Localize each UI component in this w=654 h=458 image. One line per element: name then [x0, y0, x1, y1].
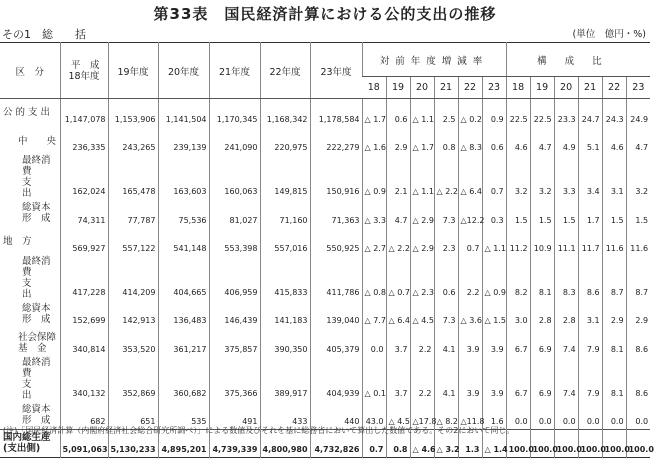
share-cell: 4.7 — [530, 127, 554, 155]
header-year-18-label: 平 成 18年度 — [68, 59, 100, 82]
value-cell: 162,024 — [60, 155, 108, 199]
table-row — [0, 357, 650, 401]
value-cell: 163,603 — [158, 155, 209, 199]
value-cell: 136,483 — [158, 300, 209, 328]
growth-cell: △ 4.5 — [410, 300, 434, 328]
share-cell: 24.3 — [602, 99, 626, 127]
growth-cell: △ 4.6 — [410, 429, 434, 457]
subheader-share-22: 22 — [602, 77, 626, 99]
share-cell: 3.2 — [626, 155, 650, 199]
value-cell: 553,398 — [209, 228, 260, 256]
growth-cell: 2.2 — [410, 357, 434, 401]
share-cell: 4.6 — [602, 127, 626, 155]
row-label: 最終消費 支 出 — [22, 155, 51, 200]
share-cell: 4.6 — [506, 127, 530, 155]
value-cell: 149,815 — [260, 155, 310, 199]
growth-cell: △12.2 — [458, 199, 482, 227]
table-row — [0, 99, 650, 127]
table-row — [0, 328, 650, 356]
share-cell: 100.0 — [530, 429, 554, 457]
value-cell: 71,160 — [260, 199, 310, 227]
row-label: 最終消費 支 出 — [22, 356, 51, 401]
subheader-share-23: 23 — [626, 77, 650, 99]
growth-cell: 3.9 — [458, 328, 482, 356]
value-cell: 71,363 — [310, 199, 362, 227]
growth-cell: 2.2 — [410, 328, 434, 356]
share-cell: 3.2 — [530, 155, 554, 199]
value-cell: 404,665 — [158, 256, 209, 300]
growth-cell: △ 0.7 — [386, 256, 410, 300]
growth-cell: 4.1 — [434, 357, 458, 401]
value-cell: 4,732,826 — [310, 429, 362, 457]
row-label-cell — [0, 155, 60, 199]
growth-cell: △ 0.8 — [362, 256, 386, 300]
subheader-share-20: 20 — [554, 77, 578, 99]
subheader-growth-19: 19 — [386, 77, 410, 99]
growth-cell: 0.7 — [482, 155, 506, 199]
share-cell: 0.0 — [506, 401, 530, 429]
growth-cell: △ 1.7 — [362, 99, 386, 127]
share-cell: 6.7 — [506, 357, 530, 401]
share-cell: 22.5 — [530, 99, 554, 127]
header-share-group: 構成比 — [506, 43, 650, 77]
share-cell: 1.5 — [554, 199, 578, 227]
row-label-cell — [0, 357, 60, 401]
value-cell: 361,217 — [158, 328, 209, 356]
public-expenditure-table — [0, 42, 654, 458]
table-row — [0, 155, 650, 199]
value-cell: 220,975 — [260, 127, 310, 155]
subheader-share-18: 18 — [506, 77, 530, 99]
share-cell: 3.1 — [602, 155, 626, 199]
value-cell: 651 — [108, 401, 158, 429]
share-cell: 100.0 — [506, 429, 530, 457]
share-cell: 22.5 — [506, 99, 530, 127]
value-cell: 1,147,078 — [60, 99, 108, 127]
share-cell: 4.7 — [626, 127, 650, 155]
share-cell: 8.6 — [626, 357, 650, 401]
value-cell: 1,141,504 — [158, 99, 209, 127]
share-cell: 1.5 — [602, 199, 626, 227]
row-label: 国内総生産 (支出側) — [3, 432, 51, 455]
growth-cell: 0.9 — [482, 99, 506, 127]
table-row — [0, 256, 650, 300]
share-cell: 7.4 — [554, 357, 578, 401]
subheader-share-19: 19 — [530, 77, 554, 99]
table-row — [0, 199, 650, 227]
growth-cell: △17.8 — [410, 401, 434, 429]
growth-cell: 2.1 — [386, 155, 410, 199]
row-label-cell — [0, 300, 60, 328]
row-label-cell — [0, 99, 60, 127]
growth-cell: 2.2 — [458, 256, 482, 300]
share-cell: 8.6 — [578, 256, 602, 300]
growth-cell: 0.0 — [362, 328, 386, 356]
share-cell: 6.9 — [530, 328, 554, 356]
unit-label: (単位 億円・%) — [572, 29, 646, 40]
value-cell: 389,917 — [260, 357, 310, 401]
share-cell: 2.8 — [554, 300, 578, 328]
share-cell: 24.9 — [626, 99, 650, 127]
subheader-growth-23: 23 — [482, 77, 506, 99]
share-cell: 0.0 — [626, 401, 650, 429]
share-cell: 1.5 — [626, 199, 650, 227]
header-category: 区 分 — [0, 43, 60, 99]
share-cell: 11.7 — [578, 228, 602, 256]
growth-cell: 3.9 — [482, 328, 506, 356]
growth-cell: △ 1.5 — [482, 300, 506, 328]
row-label: 総資本 形 成 — [22, 303, 51, 326]
value-cell: 440 — [310, 401, 362, 429]
table-row — [0, 228, 650, 256]
value-cell: 557,122 — [108, 228, 158, 256]
value-cell: 340,814 — [60, 328, 108, 356]
growth-cell: 7.3 — [434, 300, 458, 328]
row-label: 最終消費 支 出 — [22, 256, 51, 301]
value-cell: 4,800,980 — [260, 429, 310, 457]
share-cell: 8.6 — [626, 328, 650, 356]
growth-cell: △ 3.6 — [458, 300, 482, 328]
growth-cell: △ 7.7 — [362, 300, 386, 328]
value-cell: 433 — [260, 401, 310, 429]
value-cell: 491 — [209, 401, 260, 429]
growth-cell: 2.9 — [386, 127, 410, 155]
share-cell: 100.0 — [554, 429, 578, 457]
growth-cell: △ 1.1 — [410, 99, 434, 127]
value-cell: 557,016 — [260, 228, 310, 256]
growth-cell: 43.0 — [362, 401, 386, 429]
growth-cell: 0.6 — [434, 256, 458, 300]
table-title: 第33表 国民経済計算における公的支出の推移 — [153, 5, 497, 23]
row-label-cell — [0, 256, 60, 300]
value-cell: 5,130,233 — [108, 429, 158, 457]
share-cell: 23.3 — [554, 99, 578, 127]
growth-cell: 3.7 — [386, 357, 410, 401]
share-cell: 2.8 — [530, 300, 554, 328]
value-cell: 417,228 — [60, 256, 108, 300]
value-cell: 75,536 — [158, 199, 209, 227]
share-cell: 0.0 — [554, 401, 578, 429]
share-cell: 8.7 — [626, 256, 650, 300]
value-cell: 74,311 — [60, 199, 108, 227]
share-cell: 0.0 — [578, 401, 602, 429]
growth-cell: 0.3 — [482, 199, 506, 227]
growth-cell: 0.7 — [458, 228, 482, 256]
value-cell: 142,913 — [108, 300, 158, 328]
value-cell: 375,366 — [209, 357, 260, 401]
share-cell: 11.6 — [602, 228, 626, 256]
growth-cell: 4.1 — [434, 328, 458, 356]
header-growth-group: 対前年度増減率 — [362, 43, 506, 77]
subheader-share-21: 21 — [578, 77, 602, 99]
value-cell: 682 — [60, 401, 108, 429]
growth-cell: 1.6 — [482, 401, 506, 429]
row-label: 社会保障 基 金 — [18, 331, 57, 354]
share-cell: 8.2 — [506, 256, 530, 300]
share-cell: 24.7 — [578, 99, 602, 127]
value-cell: 150,916 — [310, 155, 362, 199]
value-cell: 77,787 — [108, 199, 158, 227]
share-cell: 2.9 — [626, 300, 650, 328]
table-row — [0, 127, 650, 155]
row-label: 地 方 — [3, 236, 32, 248]
share-cell: 0.0 — [602, 401, 626, 429]
table-header — [0, 43, 650, 99]
value-cell: 353,520 — [108, 328, 158, 356]
value-cell: 4,739,339 — [209, 429, 260, 457]
value-cell: 1,168,342 — [260, 99, 310, 127]
share-cell: 11.6 — [626, 228, 650, 256]
growth-cell: 0.6 — [386, 99, 410, 127]
value-cell: 239,139 — [158, 127, 209, 155]
growth-cell: 4.7 — [386, 199, 410, 227]
value-cell: 81,027 — [209, 199, 260, 227]
footnote: (注)「国民経済計算（内閣府経済社会総合研究所調べ）」による数値及びそれを基に総務省において算出した数値である。その2において同じ。 — [3, 426, 515, 435]
share-cell: 8.1 — [602, 328, 626, 356]
header-year-21: 21年度 — [209, 43, 260, 99]
growth-cell: △11.8 — [458, 401, 482, 429]
value-cell: 352,869 — [108, 357, 158, 401]
growth-cell: △ 1.1 — [410, 155, 434, 199]
value-cell: 1,153,906 — [108, 99, 158, 127]
share-cell: 4.9 — [554, 127, 578, 155]
growth-cell: △ 2.3 — [410, 256, 434, 300]
share-cell: 5.1 — [578, 127, 602, 155]
value-cell: 222,279 — [310, 127, 362, 155]
value-cell: 236,335 — [60, 127, 108, 155]
share-cell: 1.5 — [530, 199, 554, 227]
growth-cell: △ 2.9 — [410, 199, 434, 227]
value-cell: 535 — [158, 401, 209, 429]
share-cell: 100.0 — [578, 429, 602, 457]
growth-cell: 0.7 — [362, 429, 386, 457]
share-cell: 8.7 — [602, 256, 626, 300]
subheader-growth-21: 21 — [434, 77, 458, 99]
value-cell: 241,090 — [209, 127, 260, 155]
row-label-cell — [0, 328, 60, 356]
growth-cell: △ 6.4 — [458, 155, 482, 199]
share-cell: 8.3 — [554, 256, 578, 300]
row-label-cell — [0, 228, 60, 256]
share-cell: 3.0 — [506, 300, 530, 328]
value-cell: 1,170,345 — [209, 99, 260, 127]
growth-cell: △ 1.7 — [410, 127, 434, 155]
share-cell: 1.5 — [506, 199, 530, 227]
value-cell: 550,925 — [310, 228, 362, 256]
growth-cell: △ 1.1 — [482, 228, 506, 256]
growth-cell: △ 1.6 — [362, 127, 386, 155]
value-cell: 390,350 — [260, 328, 310, 356]
value-cell: 405,379 — [310, 328, 362, 356]
value-cell: 146,439 — [209, 300, 260, 328]
value-cell: 165,478 — [108, 155, 158, 199]
header-year-22: 22年度 — [260, 43, 310, 99]
value-cell: 160,063 — [209, 155, 260, 199]
growth-cell: 2.5 — [434, 99, 458, 127]
share-cell: 8.1 — [602, 357, 626, 401]
table-body — [0, 99, 654, 458]
value-cell: 414,209 — [108, 256, 158, 300]
share-cell: 3.1 — [578, 300, 602, 328]
header-year-20: 20年度 — [158, 43, 209, 99]
table-row — [0, 300, 650, 328]
growth-cell: △ 2.2 — [434, 155, 458, 199]
value-cell: 4,895,201 — [158, 429, 209, 457]
share-cell: 11.1 — [554, 228, 578, 256]
growth-cell: △ 3.2 — [434, 429, 458, 457]
growth-cell: △ 2.2 — [386, 228, 410, 256]
growth-cell: △ 0.9 — [362, 155, 386, 199]
row-label: 中 央 — [18, 135, 57, 147]
header-year-18 — [60, 43, 108, 99]
growth-cell: 7.3 — [434, 199, 458, 227]
growth-cell: △ 2.9 — [410, 228, 434, 256]
growth-cell: 3.9 — [482, 357, 506, 401]
value-cell: 141,183 — [260, 300, 310, 328]
value-cell: 569,927 — [60, 228, 108, 256]
growth-cell: 0.8 — [386, 429, 410, 457]
subheader-growth-18: 18 — [362, 77, 386, 99]
value-cell: 139,040 — [310, 300, 362, 328]
growth-cell: 0.6 — [482, 127, 506, 155]
value-cell: 340,132 — [60, 357, 108, 401]
growth-cell: △ 0.2 — [458, 99, 482, 127]
share-cell: 1.7 — [578, 199, 602, 227]
value-cell: 152,699 — [60, 300, 108, 328]
growth-cell: △ 4.5 — [386, 401, 410, 429]
growth-cell: △ 3.3 — [362, 199, 386, 227]
growth-cell: 3.7 — [386, 328, 410, 356]
value-cell: 375,857 — [209, 328, 260, 356]
growth-cell: △ 1.4 — [482, 429, 506, 457]
growth-cell: 1.3 — [458, 429, 482, 457]
share-cell: 3.3 — [554, 155, 578, 199]
share-cell: 7.9 — [578, 357, 602, 401]
growth-cell: △ 8.3 — [458, 127, 482, 155]
growth-cell: △ 2.7 — [362, 228, 386, 256]
value-cell: 404,939 — [310, 357, 362, 401]
share-cell: 7.4 — [554, 328, 578, 356]
share-cell: 3.4 — [578, 155, 602, 199]
value-cell: 406,959 — [209, 256, 260, 300]
value-cell: 360,682 — [158, 357, 209, 401]
growth-cell: △ 6.4 — [386, 300, 410, 328]
share-cell: 8.1 — [530, 256, 554, 300]
growth-cell: 0.8 — [434, 127, 458, 155]
row-label: 公 的 支 出 — [3, 107, 51, 119]
share-cell: 11.2 — [506, 228, 530, 256]
row-label-cell — [0, 127, 60, 155]
share-cell: 6.7 — [506, 328, 530, 356]
growth-cell: △ 0.1 — [362, 357, 386, 401]
value-cell: 243,265 — [108, 127, 158, 155]
header-year-19: 19年度 — [108, 43, 158, 99]
share-cell: 0.0 — [530, 401, 554, 429]
subheader-growth-22: 22 — [458, 77, 482, 99]
value-cell: 5,091,063 — [60, 429, 108, 457]
header-year-23: 23年度 — [310, 43, 362, 99]
row-label: 総資本 形 成 — [22, 403, 51, 426]
row-label-cell — [0, 199, 60, 227]
growth-cell: 3.9 — [458, 357, 482, 401]
share-cell: 3.2 — [506, 155, 530, 199]
value-cell: 411,786 — [310, 256, 362, 300]
growth-cell: △ 0.9 — [482, 256, 506, 300]
share-cell: 7.9 — [578, 328, 602, 356]
share-cell: 6.9 — [530, 357, 554, 401]
row-label: 総資本 形 成 — [22, 202, 51, 225]
value-cell: 541,148 — [158, 228, 209, 256]
growth-cell: △ 8.2 — [434, 401, 458, 429]
share-cell: 10.9 — [530, 228, 554, 256]
growth-cell: 2.3 — [434, 228, 458, 256]
subheader-growth-20: 20 — [410, 77, 434, 99]
share-cell: 100.0 — [602, 429, 626, 457]
value-cell: 415,833 — [260, 256, 310, 300]
share-cell: 100.0 — [626, 429, 650, 457]
share-cell: 2.9 — [602, 300, 626, 328]
table-subtitle: その1 総 括 — [2, 28, 86, 41]
value-cell: 1,178,584 — [310, 99, 362, 127]
